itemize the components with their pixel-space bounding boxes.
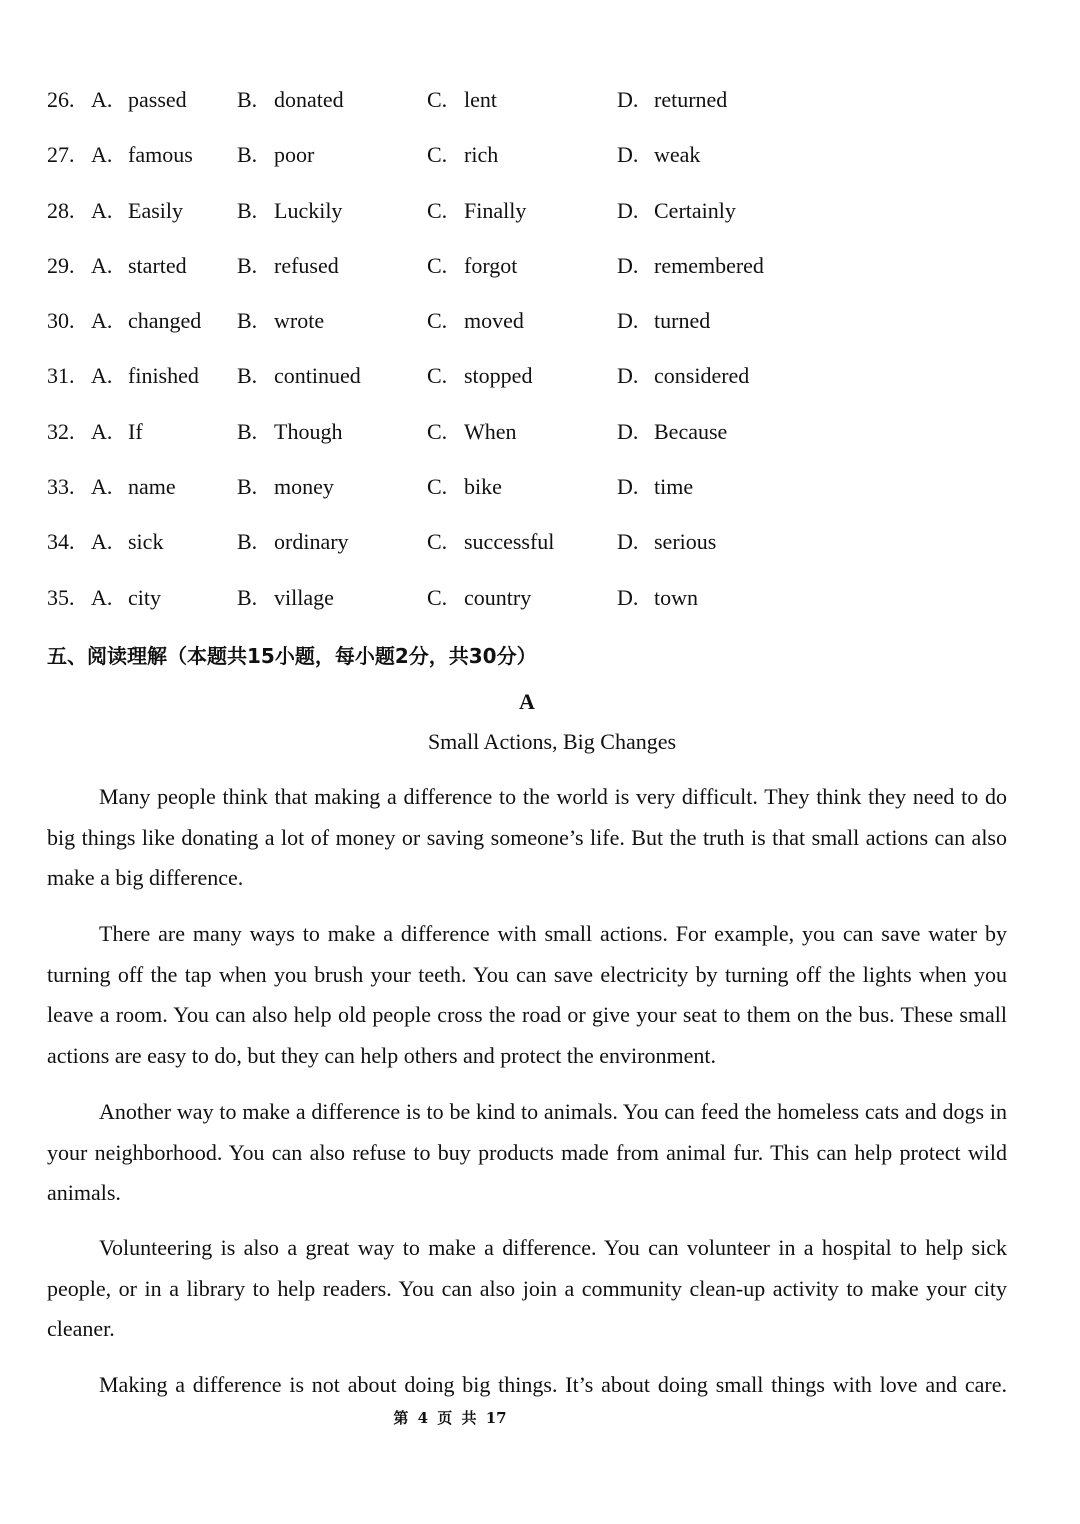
option-text: stopped xyxy=(464,363,533,389)
option-letter: D. xyxy=(617,474,639,500)
option-b xyxy=(237,187,342,235)
option-a xyxy=(91,574,161,622)
question-number: 33. xyxy=(47,474,75,500)
passage-paragraph: Many people think that making a difference to the world is very difficult. They think they need to do big things like donating a lot of money or saving someone’s life. But the truth is that small actions can also make a big difference. xyxy=(47,784,1007,890)
option-letter: A. xyxy=(91,418,113,444)
option-a xyxy=(91,463,176,511)
option-text: Though xyxy=(274,418,343,444)
option-text: passed xyxy=(128,87,187,112)
option-letter: A. xyxy=(91,308,113,334)
option-text: changed xyxy=(128,308,202,334)
question-row xyxy=(0,408,1080,463)
option-b xyxy=(237,297,324,345)
option-d xyxy=(617,352,749,400)
question-row xyxy=(0,518,1080,573)
question-number: 26. xyxy=(47,87,75,112)
option-letter: A. xyxy=(91,252,113,278)
option-letter: A. xyxy=(91,529,113,555)
option-text: Because xyxy=(654,418,728,444)
section-heading: 五、阅读理解（本题共15小题，每小题2分，共30分） xyxy=(47,644,537,668)
option-letter: D. xyxy=(617,308,639,334)
question-row xyxy=(0,463,1080,518)
option-text: time xyxy=(654,474,694,500)
option-text: When xyxy=(464,418,517,444)
option-letter: B. xyxy=(237,87,258,112)
option-letter: D. xyxy=(617,197,639,223)
option-letter: C. xyxy=(427,363,448,389)
option-d xyxy=(617,187,736,235)
option-text: wrote xyxy=(274,308,325,334)
option-b xyxy=(237,574,334,622)
option-c xyxy=(427,408,517,456)
option-text: Luckily xyxy=(274,197,343,223)
option-c xyxy=(427,463,502,511)
option-letter: C. xyxy=(427,308,448,334)
option-letter: B. xyxy=(237,252,258,278)
option-d xyxy=(617,297,710,345)
question-row xyxy=(0,76,1080,131)
option-a xyxy=(91,518,163,566)
option-text: bike xyxy=(464,474,502,500)
option-letter: C. xyxy=(427,252,448,278)
option-b xyxy=(237,518,349,566)
option-c xyxy=(427,518,554,566)
option-b xyxy=(237,352,361,400)
option-text: donated xyxy=(274,87,344,112)
passage-paragraph: Volunteering is also a great way to make a difference. You can volunteer in a hospital to help sick people, or in a library to help readers. You can also join a community clean-up activity to make your city cleaner. xyxy=(47,1235,1007,1341)
option-letter: A. xyxy=(91,142,113,168)
option-c xyxy=(427,187,526,235)
option-text: town xyxy=(654,584,698,610)
option-text: money xyxy=(274,474,334,500)
option-a xyxy=(91,131,193,179)
option-text: refused xyxy=(274,252,339,278)
option-letter: C. xyxy=(427,197,448,223)
option-d xyxy=(617,518,716,566)
option-b xyxy=(237,408,342,456)
option-text: remembered xyxy=(654,252,764,278)
option-text: lent xyxy=(464,87,497,112)
option-d xyxy=(617,463,693,511)
question-number: 34. xyxy=(47,529,75,555)
option-letter: A. xyxy=(91,87,113,112)
question-number: 31. xyxy=(47,363,75,389)
option-b xyxy=(237,76,344,124)
option-text: famous xyxy=(128,142,193,168)
question-number: 32. xyxy=(47,418,75,444)
option-letter: D. xyxy=(617,584,639,610)
question-row xyxy=(0,187,1080,242)
option-letter: B. xyxy=(237,584,258,610)
option-text: city xyxy=(128,584,161,610)
option-d xyxy=(617,131,700,179)
option-letter: A. xyxy=(91,363,113,389)
option-text: weak xyxy=(654,142,701,168)
option-c xyxy=(427,131,498,179)
option-letter: C. xyxy=(427,142,448,168)
option-d xyxy=(617,76,727,124)
option-text: country xyxy=(464,584,532,610)
option-letter: D. xyxy=(617,87,639,112)
passage-paragraph: Another way to make a difference is to be kind to animals. You can feed the homeless cats and dogs in your neighborhood. You can also refuse to buy products made from animal fur. This can help protect wild animals. xyxy=(47,1099,1007,1205)
option-text: successful xyxy=(464,529,555,555)
question-row xyxy=(0,242,1080,297)
option-text: turned xyxy=(654,308,711,334)
passage-label: A xyxy=(519,689,535,714)
option-letter: B. xyxy=(237,474,258,500)
option-a xyxy=(91,408,143,456)
option-text: rich xyxy=(464,142,499,168)
option-letter: B. xyxy=(237,529,258,555)
option-text: considered xyxy=(654,363,750,389)
option-a xyxy=(91,242,187,290)
option-d xyxy=(617,574,698,622)
question-number: 35. xyxy=(47,584,75,610)
option-letter: A. xyxy=(91,474,113,500)
option-letter: C. xyxy=(427,87,448,112)
option-letter: D. xyxy=(617,363,639,389)
option-b xyxy=(237,131,314,179)
option-letter: D. xyxy=(617,529,639,555)
option-letter: B. xyxy=(237,363,258,389)
passage-paragraph: There are many ways to make a difference with small actions. For example, you can save water by turning off the tap when you brush your teeth. You can save electricity by turning off the lights when you leave a room. You can also help old people cross the road or give your seat to them on the bus. These small actions are easy to do, but they can help others and protect the environment. xyxy=(47,921,1007,1068)
option-letter: C. xyxy=(427,418,448,444)
option-text: continued xyxy=(274,363,361,389)
option-letter: C. xyxy=(427,529,448,555)
option-d xyxy=(617,408,727,456)
question-number: 28. xyxy=(47,197,75,223)
option-letter: B. xyxy=(237,197,258,223)
option-text: finished xyxy=(128,363,199,389)
option-text: poor xyxy=(274,142,315,168)
option-text: Finally xyxy=(464,197,527,223)
option-text: forgot xyxy=(464,252,518,278)
option-text: Certainly xyxy=(654,197,736,223)
option-text: If xyxy=(128,418,143,444)
passage-paragraph: Making a difference is not about doing big things. It’s about doing small things with love and care. xyxy=(99,1372,1007,1397)
option-letter: B. xyxy=(237,418,258,444)
page-number-footer: 第 4 页 共 17 xyxy=(393,1409,507,1427)
option-c xyxy=(427,242,517,290)
option-letter: B. xyxy=(237,142,258,168)
option-text: Easily xyxy=(128,197,183,223)
cloze-options-list xyxy=(0,76,1080,629)
question-number: 30. xyxy=(47,308,75,334)
option-c xyxy=(427,297,524,345)
option-text: name xyxy=(128,474,176,500)
option-c xyxy=(427,352,532,400)
option-text: village xyxy=(274,584,334,610)
option-c xyxy=(427,574,531,622)
option-b xyxy=(237,242,339,290)
option-letter: D. xyxy=(617,418,639,444)
option-letter: A. xyxy=(91,584,113,610)
option-letter: C. xyxy=(427,474,448,500)
question-row xyxy=(0,131,1080,186)
passage-title: Small Actions, Big Changes xyxy=(427,729,677,754)
option-text: sick xyxy=(128,529,164,555)
option-text: serious xyxy=(654,529,717,555)
option-letter: B. xyxy=(237,308,258,334)
option-c xyxy=(427,76,497,124)
question-row xyxy=(0,297,1080,352)
question-number: 27. xyxy=(47,142,75,168)
option-text: ordinary xyxy=(274,529,349,555)
option-letter: C. xyxy=(427,584,448,610)
option-text: moved xyxy=(464,308,524,334)
option-d xyxy=(617,242,764,290)
option-a xyxy=(91,76,187,124)
option-b xyxy=(237,463,334,511)
option-a xyxy=(91,352,199,400)
option-letter: D. xyxy=(617,252,639,278)
question-number: 29. xyxy=(47,252,75,278)
question-row xyxy=(0,352,1080,407)
option-a xyxy=(91,297,201,345)
option-a xyxy=(91,187,183,235)
option-text: started xyxy=(128,252,187,278)
option-text: returned xyxy=(654,87,728,112)
question-row xyxy=(0,574,1080,629)
option-letter: A. xyxy=(91,197,113,223)
option-letter: D. xyxy=(617,142,639,168)
